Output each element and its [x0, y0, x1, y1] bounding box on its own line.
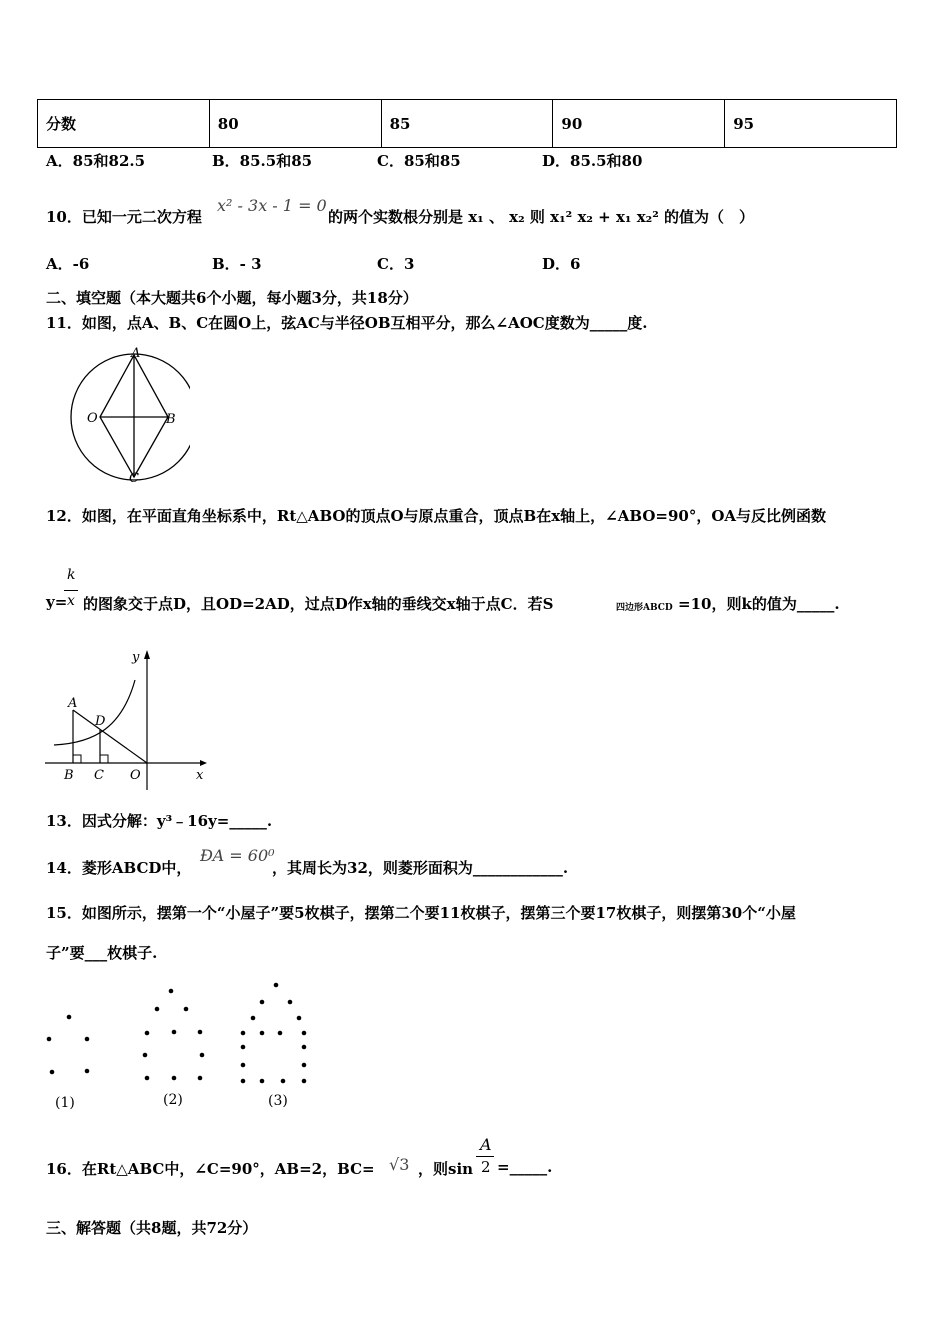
table-cell: 85: [381, 100, 553, 148]
house-1: [47, 1015, 90, 1075]
y-axis-arrow: [144, 650, 150, 659]
q11-text: 11．如图，点A、B、C在圆O上，弦AC与半径OB互相平分，那么∠AOC度数为_____度.: [46, 314, 648, 332]
q10-equation: x² - 3x - 1 = 0: [217, 196, 327, 215]
q12-coordinate-figure: [40, 645, 210, 790]
label-o: O: [87, 411, 98, 426]
q16-sqrt: √3: [389, 1155, 410, 1174]
q12-frac-numerator: k: [67, 567, 76, 583]
q12-subscript: 四边形ABCD: [616, 603, 673, 613]
q12-line1: 12．如图，在平面直角坐标系中，Rt△ABO的顶点O与原点重合，顶点B在x轴上，∠ABO=90°，OA与反比例函数: [46, 507, 827, 525]
q10-option-a: A．-6: [46, 255, 90, 273]
label-a: A: [131, 346, 141, 361]
q10-option-b: B．- 3: [212, 255, 262, 273]
q14-angle: ÐA = 60⁰: [200, 846, 275, 865]
label-x: x: [196, 768, 204, 783]
section-3-heading: 三、解答题（共8题，共72分）: [46, 1219, 258, 1237]
q12-y-equals: y=: [46, 593, 68, 611]
q16-frac-denominator: 2: [481, 1158, 491, 1176]
q15-line2: 子”要___枚棋子.: [46, 944, 158, 962]
label-c: C: [129, 471, 139, 485]
label-b: B: [166, 412, 176, 427]
q16-suffix: =_____.: [497, 1158, 553, 1176]
q15-line1: 15．如图所示，摆第一个“小屋子”要5枚棋子，摆第二个要11枚棋子，摆第三个要17枚棋子，则摆第30个“小屋: [46, 904, 796, 922]
label-b: B: [64, 768, 74, 783]
q14-prefix: 14．菱形ABCD中，: [46, 859, 192, 877]
label-d: D: [95, 714, 106, 729]
table-cell: 分数: [38, 100, 210, 148]
section-2-heading: 二、填空题（本大题共6个小题，每小题3分，共18分）: [46, 289, 418, 307]
q10-prefix: 10．已知一元二次方程: [46, 208, 202, 226]
q12-line2: 的图象交于点D，且OD=2AD，过点D作x轴的垂线交x轴于点C．若S: [83, 595, 554, 613]
q12-frac-denominator: x: [67, 593, 75, 609]
q9-option-a: A．85和82.5: [46, 152, 146, 170]
q16-frac-numerator: A: [480, 1135, 492, 1154]
x-axis-arrow: [200, 760, 207, 766]
q16-prefix: 16．在Rt△ABC中，∠C=90°，AB=2，BC=: [46, 1160, 375, 1178]
score-table: [37, 99, 897, 148]
label-a: A: [68, 696, 78, 711]
label-o: O: [130, 768, 141, 783]
table-row: [38, 100, 897, 148]
q16-mid: ，则sin: [418, 1160, 474, 1178]
house-3: [241, 983, 307, 1084]
segment-ao: [73, 710, 147, 763]
q9-option-b: B．85.5和85: [212, 152, 313, 170]
house-2: [143, 989, 205, 1081]
table-cell: 95: [725, 100, 897, 148]
table-cell: 90: [553, 100, 725, 148]
q15-dots-figure: [40, 980, 330, 1115]
q12-frac-bar: [64, 590, 78, 591]
q9-option-d: D．85.5和80: [542, 152, 643, 170]
label-y: y: [132, 650, 140, 665]
q10-question: 的两个实数根分别是 x₁ 、 x₂ 则 x₁² x₂ + x₁ x₂² 的值为（ ）: [328, 208, 755, 226]
table-cell: 80: [209, 100, 381, 148]
hyperbola-curve: [54, 680, 135, 745]
q14-suffix: ，其周长为32，则菱形面积为____________.: [272, 859, 569, 877]
label-c: C: [94, 768, 104, 783]
q9-option-c: C．85和85: [377, 152, 461, 170]
q12-line2-end: =10，则k的值为_____.: [678, 595, 840, 613]
right-angle-c: [100, 755, 108, 763]
q10-option-d: D．6: [542, 255, 581, 273]
q10-option-c: C．3: [377, 255, 415, 273]
caption-2: (2): [163, 1092, 183, 1108]
q16-frac-bar: [476, 1156, 494, 1157]
q13-text: 13．因式分解：y³﹣16y=_____.: [46, 812, 273, 830]
caption-1: (1): [55, 1095, 75, 1111]
q11-circle-figure: [40, 345, 190, 485]
caption-3: (3): [268, 1093, 288, 1109]
right-angle-b: [73, 755, 81, 763]
